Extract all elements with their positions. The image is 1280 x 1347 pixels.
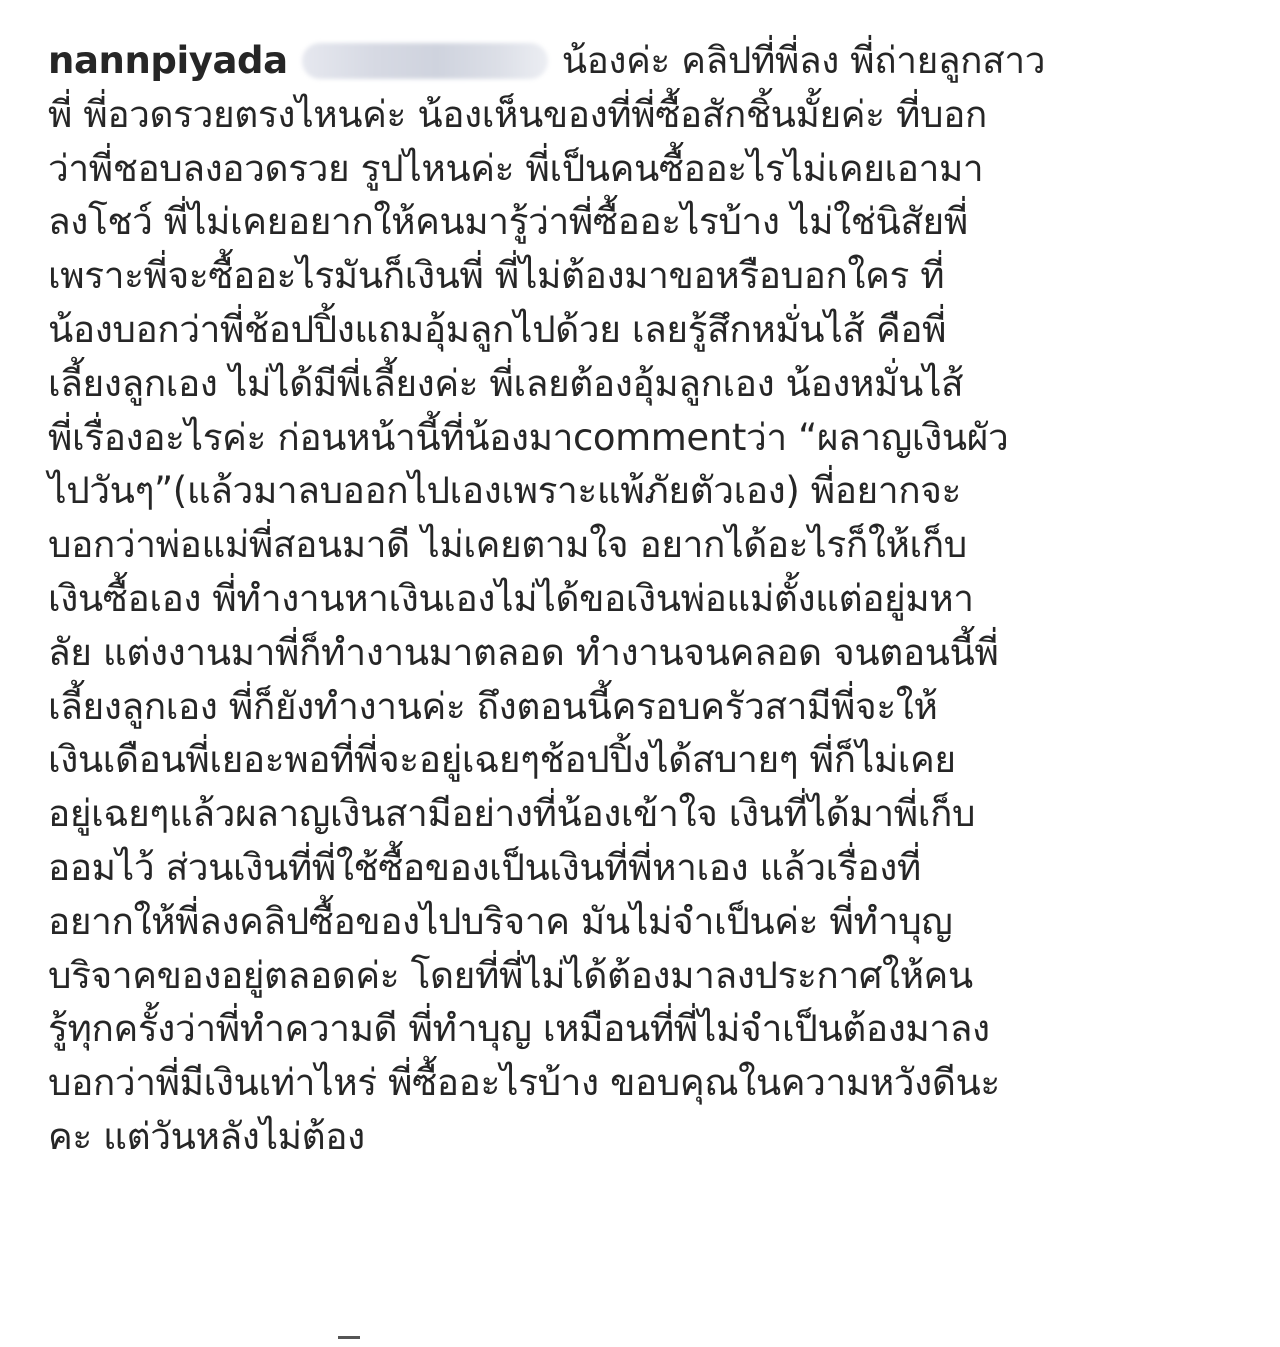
comment-text-line: เลี้ยงลูกเอง พี่ก็ยังทำงานค่ะ ถึงตอนนี้ครอบครัวสามีพี่จะให้ [48, 684, 938, 728]
comment-text-line: รู้ทุกครั้งว่าพี่ทำความดี พี่ทำบุญ เหมือนที่พี่ไม่จำเป็นต้องมาลง [48, 1007, 990, 1051]
comment-text-line: เงินเดือนพี่เยอะพอที่พี่จะอยู่เฉยๆช้อปปิ้งได้สบายๆ พี่ก็ไม่เคย [48, 738, 956, 782]
comment-text-line: บอกว่าพ่อแม่พี่สอนมาดี ไม่เคยตามใจ อยากได้อะไรก็ให้เก็บ [48, 523, 967, 567]
comment-first-line [48, 34, 1258, 88]
comment-text-line: ลัย แต่งงานมาพี่ก็ทำงานมาตลอด ทำงานจนคลอด จนตอนนี้พี่ [48, 630, 999, 674]
comment-text-line: บอกว่าพี่มีเงินเท่าไหร่ พี่ซื้ออะไรบ้าง ขอบคุณในความหวังดีนะ [48, 1061, 1000, 1105]
blurred-mention-link[interactable] [302, 43, 548, 79]
comment-text-line: พี่เรื่องอะไรค่ะ ก่อนหน้านี้ที่น้องมาcommentว่า “ผลาญเงินผัว [48, 415, 1009, 459]
comment-text-line: ออมไว้ ส่วนเงินที่พี่ใช้ซื้อของเป็นเงินที่พี่หาเอง แล้วเรื่องที่ [48, 845, 921, 889]
comment-text-line: ว่าพี่ชอบลงอวดรวย รูปไหนค่ะ พี่เป็นคนซื้ออะไรไม่เคยเอามา [48, 146, 984, 190]
comment-text-line: เพราะพี่จะซื้ออะไรมันก็เงินพี่ พี่ไม่ต้องมาขอหรือบอกใคร ที่ [48, 254, 945, 298]
comment-text-line: ไปวันๆ”(แล้วมาลบออกไปเองเพราะแพ้ภัยตัวเอง) พี่อยากจะ [48, 469, 961, 513]
comment-text-line: คะ แต่วันหลังไม่ต้อง [48, 1114, 365, 1158]
username-link[interactable]: nannpiyada [48, 39, 288, 82]
comment-text-line: พี่ พี่อวดรวยตรงไหนค่ะ น้องเห็นของที่พี่ซื้อสักชิ้นมั้ยค่ะ ที่บอก [48, 92, 987, 136]
comment-text-line: น้องบอกว่าพี่ช้อปปิ้งแถมอุ้มลูกไปด้วย เลยรู้สึกหมั่นไส้ คือพี่ [48, 307, 947, 351]
comment-block [48, 34, 1258, 1164]
cropped-text-fragment [338, 1336, 360, 1345]
comment-text-line: เลี้ยงลูกเอง ไม่ได้มีพี่เลี้ยงค่ะ พี่เลยต้องอุ้มลูกเอง น้องหมั่นไส้ [48, 361, 964, 405]
comment-text-line: อยากให้พี่ลงคลิปซื้อของไปบริจาค มันไม่จำเป็นค่ะ พี่ทำบุญ [48, 899, 953, 943]
comment-text-line: อยู่เฉยๆแล้วผลาญเงินสามีอย่างที่น้องเข้าใจ เงินที่ได้มาพี่เก็บ [48, 792, 976, 836]
comment-text-line: ลงโชว์ พี่ไม่เคยอยากให้คนมารู้ว่าพี่ซื้ออะไรบ้าง ไม่ใช่นิสัยพี่ [48, 200, 968, 244]
comment-text-line: น้องค่ะ คลิปที่พี่ลง พี่ถ่ายลูกสาว [561, 39, 1046, 82]
comment-text-line: บริจาคของอยู่ตลอดค่ะ โดยที่พี่ไม่ได้ต้องมาลงประกาศให้คน [48, 953, 973, 997]
comment-text-line: เงินซื้อเอง พี่ทำงานหาเงินเองไม่ได้ขอเงินพ่อแม่ตั้งแต่อยู่มหา [48, 576, 974, 620]
